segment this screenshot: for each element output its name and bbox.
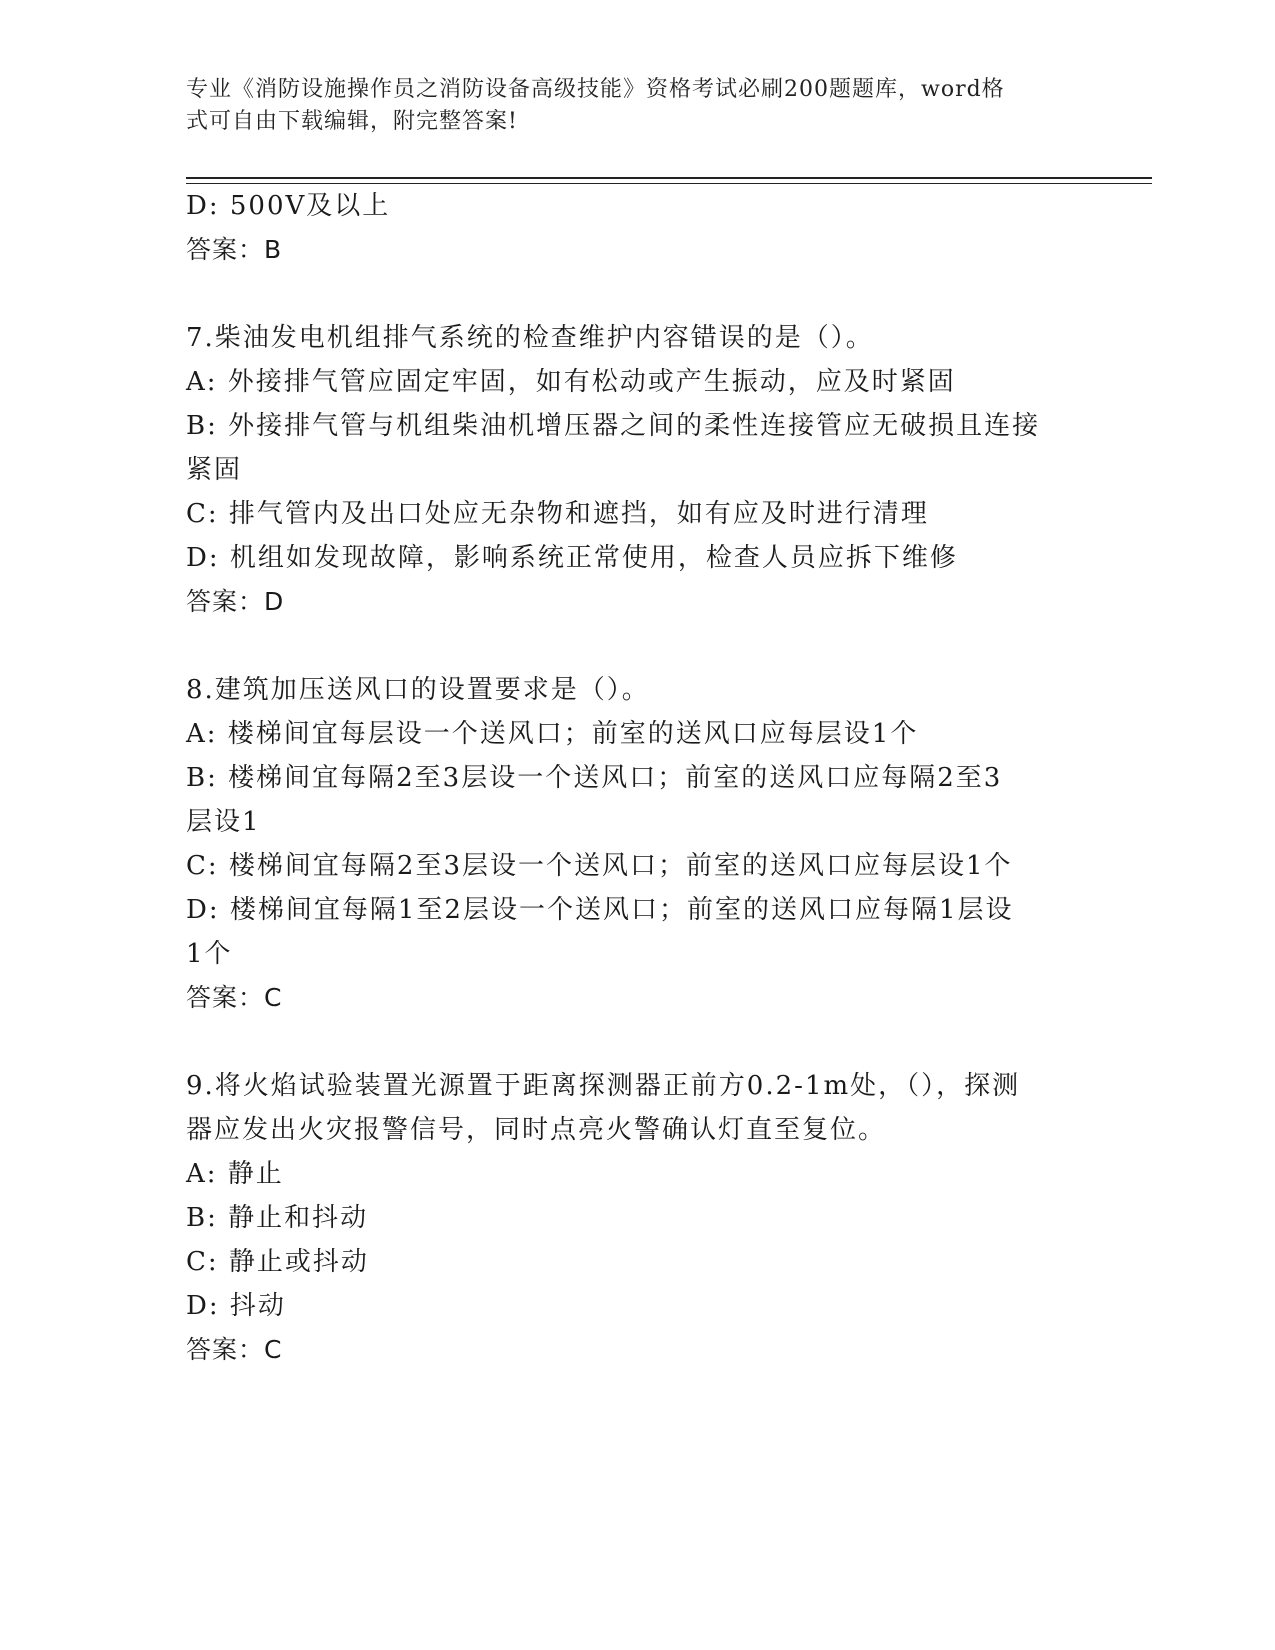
prev-option-d: D: 500V及以上 bbox=[186, 191, 391, 221]
header-line-2: 式可自由下载编辑，附完整答案! bbox=[186, 109, 518, 134]
q9-answer: 答案：C bbox=[186, 1335, 283, 1364]
q8-option-b-line1: B: 楼梯间宜每隔2至3层设一个送风口；前室的送风口应每隔2至3 bbox=[186, 763, 1003, 793]
q9-option-d: D: 抖动 bbox=[186, 1291, 286, 1321]
q9-stem-line2: 器应发出火灾报警信号，同时点亮火警确认灯直至复位。 bbox=[186, 1115, 887, 1145]
q9-option-a: A: 静止 bbox=[186, 1159, 284, 1189]
q8-option-d-line1: D: 楼梯间宜每隔1至2层设一个送风口；前室的送风口应每隔1层设 bbox=[186, 895, 1014, 925]
q8-option-c: C: 楼梯间宜每隔2至3层设一个送风口；前室的送风口应每层设1个 bbox=[186, 851, 1013, 881]
header-rule-thick bbox=[186, 177, 1152, 179]
q7-option-d: D: 机组如发现故障，影响系统正常使用，检查人员应拆下维修 bbox=[186, 543, 958, 573]
page-header bbox=[186, 74, 1086, 138]
q8-answer: 答案：C bbox=[186, 983, 283, 1012]
q7-option-c: C: 排气管内及出口处应无杂物和遮挡，如有应及时进行清理 bbox=[186, 499, 929, 529]
q7-option-b-line2: 紧固 bbox=[186, 455, 243, 485]
header-line-1: 专业《消防设施操作员之消防设备高级技能》资格考试必刷200题题库，word格 bbox=[186, 77, 1005, 102]
q7-answer: 答案：D bbox=[186, 587, 285, 616]
prev-answer: 答案：B bbox=[186, 235, 283, 264]
q8-option-d-line2: 1个 bbox=[186, 939, 233, 969]
q9-option-b: B: 静止和抖动 bbox=[186, 1203, 369, 1233]
q8-option-b-line2: 层设1 bbox=[186, 807, 261, 837]
q8-option-a: A: 楼梯间宜每层设一个送风口；前室的送风口应每层设1个 bbox=[186, 719, 919, 749]
q7-stem: 7.柴油发电机组排气系统的检查维护内容错误的是（）。 bbox=[186, 323, 874, 353]
q7-option-a: A: 外接排气管应固定牢固，如有松动或产生振动，应及时紧固 bbox=[186, 367, 956, 397]
q8-stem: 8.建筑加压送风口的设置要求是（）。 bbox=[186, 675, 650, 705]
q7-option-b-line1: B: 外接排气管与机组柴油机增压器之间的柔性连接管应无破损且连接 bbox=[186, 411, 1041, 441]
q9-option-c: C: 静止或抖动 bbox=[186, 1247, 369, 1277]
q9-stem-line1: 9.将火焰试验装置光源置于距离探测器正前方0.2-1m处，（），探测 bbox=[186, 1071, 1021, 1101]
